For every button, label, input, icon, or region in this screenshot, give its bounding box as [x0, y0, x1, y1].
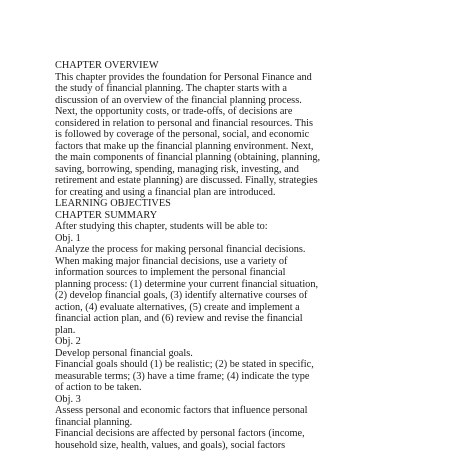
- text-line: planning process: (1) determine your current financial situation,: [55, 278, 319, 290]
- text-line: discussion of an overview of the financial planning process.: [55, 94, 302, 106]
- objective-label-3: Obj. 3: [55, 393, 81, 405]
- objective-label-1: Obj. 1: [55, 232, 81, 244]
- text-line: Financial goals should (1) be realistic; (2) be stated in specific,: [55, 359, 314, 370]
- text-line: is followed by coverage of the personal, social, and economic: [55, 129, 310, 140]
- text-line: action, (4) evaluate alternatives, (5) create and implement a: [55, 301, 300, 313]
- text-line: household size, health, values, and goals), social factors: [55, 439, 286, 451]
- text-line: Next, the opportunity costs, or trade-offs, of decisions are: [55, 106, 293, 117]
- text-line: the study of financial planning. The chapter starts with a: [55, 83, 287, 94]
- text-line: After studying this chapter, students will be able to:: [55, 221, 268, 232]
- document-page: [55, 60, 405, 451]
- text-line: retirement and estate planning) are discussed. Finally, strategies: [55, 175, 318, 186]
- text-line: financial action plan, and (6) review and revise the financial: [55, 313, 303, 324]
- text-line: This chapter provides the foundation for Personal Finance and: [55, 71, 312, 83]
- text-line: Assess personal and economic factors that influence personal: [55, 405, 308, 416]
- text-line: financial planning.: [55, 416, 133, 428]
- text-line: Financial decisions are affected by personal factors (income,: [55, 428, 305, 439]
- text-line: considered in relation to personal and financial resources. This: [55, 117, 314, 129]
- heading-chapter-summary: CHAPTER SUMMARY: [55, 209, 158, 221]
- heading-learning-objectives: LEARNING OBJECTIVES: [55, 198, 171, 209]
- text-line: the main components of financial planning (obtaining, planning,: [55, 152, 321, 163]
- text-line: plan.: [55, 324, 76, 336]
- text-line: When making major financial decisions, use a variety of: [55, 255, 288, 267]
- text-line: measurable terms; (3) have a time frame; (4) indicate the type: [55, 370, 310, 382]
- objective-label-2: Obj. 2: [55, 336, 81, 347]
- text-line: Develop personal financial goals.: [55, 347, 193, 359]
- text-line: Analyze the process for making personal financial decisions.: [55, 244, 306, 255]
- text-line: for creating and using a financial plan are introduced.: [55, 186, 276, 198]
- text-line: (2) develop financial goals, (3) identify alternative courses of: [55, 290, 308, 301]
- text-line: of action to be taken.: [55, 382, 142, 393]
- text-line: factors that make up the financial planning environment. Next,: [55, 140, 314, 152]
- heading-chapter-overview: CHAPTER OVERVIEW: [55, 60, 159, 71]
- text-line: saving, borrowing, spending, managing risk, investing, and: [55, 163, 299, 175]
- text-line: information sources to implement the personal financial: [55, 267, 286, 278]
